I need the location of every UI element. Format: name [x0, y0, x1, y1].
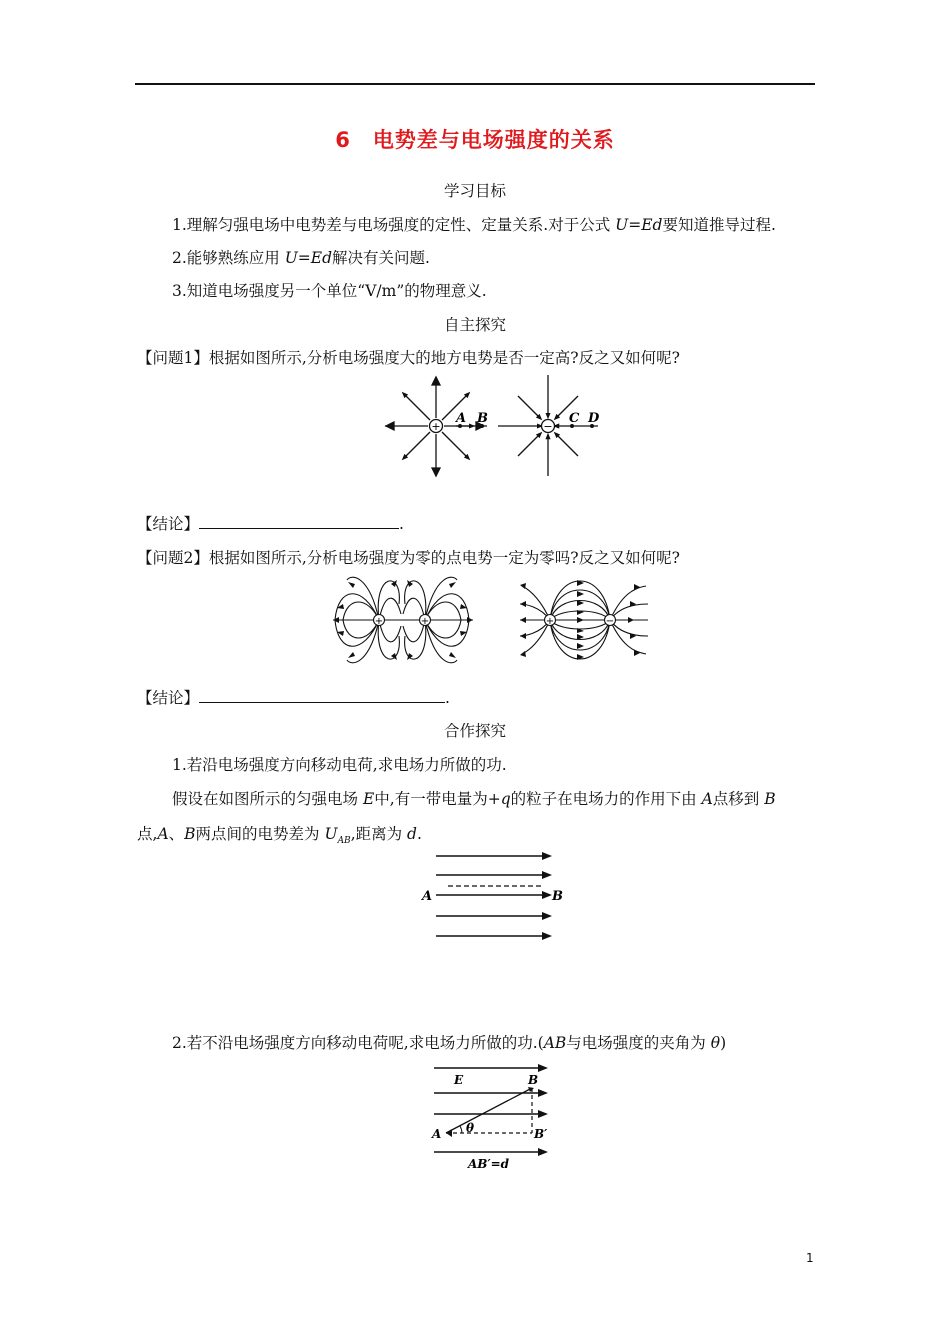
- cooperative-heading: 合作探究: [443, 722, 506, 740]
- cooperative-item-1-line-2: 点,A、B两点间的电势差为 $U_{AB}$,距离为 d.: [137, 825, 422, 847]
- page-number: 1: [806, 1251, 814, 1265]
- objective-3: 3.知道电场强度另一个单位“V/m”的物理意义.: [172, 282, 487, 300]
- objective-1: 1.理解匀强电场中电势差与电场强度的定性、定量关系.对于公式 U=Ed要知道推导过程.: [172, 216, 776, 234]
- point-charge-field-figure: [380, 365, 605, 480]
- header-rule: [135, 83, 815, 85]
- oblique-field-label-e: E: [454, 1073, 464, 1087]
- uniform-field-label-b: B: [552, 889, 563, 904]
- cooperative-item-1-title: 1.若沿电场强度方向移动电荷,求电场力所做的功.: [172, 756, 507, 774]
- cooperative-item-2: 2.若不沿电场强度方向移动电荷呢,求电场力所做的功.(AB与电场强度的夹角为 θ): [172, 1034, 727, 1052]
- question-2: 【问题2】根据如图所示,分析电场强度为零的点电势一定为零吗?反之又如何呢?: [137, 549, 680, 567]
- section-title: 电势差与电场强度的关系: [372, 128, 615, 152]
- objectives-heading: 学习目标: [443, 182, 506, 200]
- like-charge-2-sign: +: [420, 616, 430, 627]
- oblique-label-b-prime: B′: [534, 1127, 548, 1141]
- page-title: [0, 124, 950, 154]
- oblique-label-a: A: [432, 1127, 442, 1141]
- dipole-negative-sign: −: [605, 616, 615, 627]
- point-label-a: A: [456, 411, 467, 426]
- point-label-c: C: [569, 411, 580, 426]
- conclusion-2-blank[interactable]: [199, 688, 445, 703]
- oblique-label-b: B: [528, 1073, 539, 1087]
- uniform-field-label-a: A: [422, 889, 433, 904]
- positive-charge-sign: +: [431, 420, 441, 433]
- cooperative-item-1-line-1: 假设在如图所示的匀强电场 E中,有一带电量为+q的粒子在电场力的作用下由 A点移到 B: [172, 790, 776, 808]
- dipole-field-figure: [520, 574, 648, 666]
- point-label-d: D: [588, 411, 600, 426]
- conclusion-1-blank[interactable]: [199, 514, 399, 529]
- self-study-heading: 自主探究: [443, 316, 506, 334]
- conclusion-1: 【结论】 .: [137, 515, 404, 533]
- like-charges-field-figure: [333, 574, 478, 666]
- point-label-b: B: [477, 411, 488, 426]
- like-charge-1-sign: +: [374, 616, 384, 627]
- uniform-field-figure: [420, 848, 565, 943]
- negative-charge-sign: −: [543, 420, 553, 433]
- oblique-displacement-figure: [428, 1058, 556, 1173]
- oblique-angle-label: θ: [466, 1121, 475, 1135]
- conclusion-2: 【结论】 .: [137, 689, 450, 707]
- objective-2: 2.能够熟练应用 U=Ed解决有关问题.: [172, 249, 430, 267]
- question-1: 【问题1】根据如图所示,分析电场强度大的地方电势是否一定高?反之又如何呢?: [137, 349, 680, 367]
- oblique-caption: AB′=d: [468, 1157, 510, 1171]
- section-number: 6: [335, 128, 351, 152]
- dipole-positive-sign: +: [545, 616, 555, 627]
